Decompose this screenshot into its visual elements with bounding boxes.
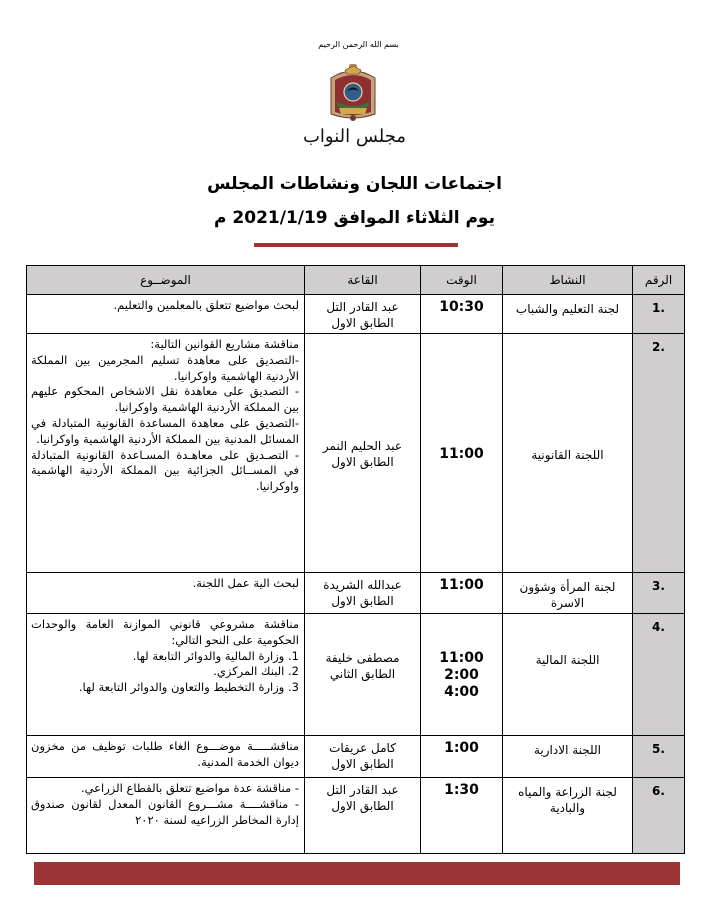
row-time	[421, 295, 503, 334]
activity-line: لجنة الزراعة والمياه	[518, 785, 617, 799]
time-line: 11:00	[439, 577, 484, 593]
hall-line: عبد القادر التل	[326, 783, 399, 797]
table-row	[27, 736, 685, 778]
time-line: 1:00	[444, 740, 479, 756]
subject-line: - مناقشــــة مشـــروع القانون المعدل لقانون صندوق إدارة المخاطر الزراعيه لسنة ٢٠٢٠	[31, 796, 299, 827]
subject-line: -التصديق على معاهدة تسليم المجرمين بين المملكة الأردنية الهاشمية واوكرانيا.	[31, 352, 299, 383]
row-hall	[305, 614, 421, 736]
row-hall	[305, 778, 421, 854]
hall-line: عبد الحليم النمر	[322, 439, 403, 453]
hall-line: الطابق الاول	[331, 594, 394, 608]
jordan-coat-of-arms-icon	[325, 62, 381, 124]
hall-line: عبد القادر التل	[326, 300, 399, 314]
institution-logotype: مجلس النواب	[302, 126, 407, 147]
activity-line: اللجنة المالية	[535, 653, 600, 667]
activity-line: الاسرة	[550, 596, 585, 610]
activity-line: اللجنة الادارية	[533, 743, 601, 757]
basmala: بسم الله الرحمن الرحيم	[318, 40, 399, 49]
activity-line: لجنة المرأة وشؤون	[519, 580, 616, 594]
table-row	[27, 573, 685, 614]
row-time	[421, 573, 503, 614]
subject-line: لبحث مواضيع تتعلق بالمعلمين والتعليم.	[113, 298, 299, 312]
time-line: 10:30	[439, 299, 484, 315]
subject-line: 2. البنك المركزي.	[213, 664, 299, 679]
subject-line: مناقشة مشاريع القوانين التالية:	[150, 337, 299, 351]
row-number: .2	[633, 334, 685, 573]
row-activity	[503, 573, 633, 614]
row-number: .6	[633, 778, 685, 854]
subject-line: 1. وزارة المالية والدوائر التابعة لها.	[132, 648, 299, 663]
column-header-hall: القاعة	[305, 266, 421, 295]
time-line: 1:30	[444, 782, 479, 798]
page-title: اجتماعات اللجان ونشاطات المجلس	[207, 174, 502, 194]
schedule-table	[26, 265, 685, 854]
row-number: .1	[633, 295, 685, 334]
row-activity	[503, 736, 633, 778]
subject-line: 3. وزارة التخطيط والتعاون والدوائر التابعة لها.	[78, 680, 299, 695]
hall-line: الطابق الاول	[331, 799, 394, 813]
row-subject	[27, 334, 305, 573]
hall-line: مصطفى خليفة	[325, 651, 400, 665]
row-hall	[305, 736, 421, 778]
row-time	[421, 778, 503, 854]
activity-line: والبادية	[549, 801, 586, 815]
table-header-row	[27, 266, 685, 295]
title-divider	[254, 243, 458, 247]
hall-line: كامل عريقات	[329, 741, 396, 755]
subject-line: مناقشة مشروعي قانوني الموازنة العامة والوحدات الحكومية على النحو التالي:	[31, 617, 299, 647]
row-time	[421, 614, 503, 736]
table-row	[27, 334, 685, 573]
subject-line: - التصديق على معاهدة نقل الاشخاص المحكوم عليهم بين المملكة الأردنية الهاشمية واوكرانيا.	[31, 384, 299, 415]
time-line: 11:00	[439, 650, 484, 666]
column-header-subject: الموضــوع	[27, 266, 305, 295]
time-line: 2:00	[444, 667, 479, 683]
time-line: 4:00	[444, 684, 479, 700]
footer-bar	[34, 862, 680, 885]
subject-line: - مناقشة عدة مواضيع تتعلق بالقطاع الزراعي.	[80, 781, 299, 795]
row-subject	[27, 614, 305, 736]
row-number: .3	[633, 573, 685, 614]
hall-line: الطابق الاول	[331, 316, 394, 330]
row-time	[421, 736, 503, 778]
subject-line: - التصـديق على معاهـدة المسـاعدة القانونية المتبادلة في المســائل الجزائية بين المملكة الأردنية الهاشمية واوكرانيا.	[31, 447, 299, 494]
subject-line: مناقشـــــة موضـــوع الغاء طلبات توظيف من مخزون ديوان الخدمة المدنية.	[31, 739, 299, 769]
subject-line: -التصديق على معاهدة المساعدة القانونية المتبادلة في المسائل المدنية بين المملكة الأردنية الهاشمية واوكرانيا.	[31, 415, 299, 446]
column-header-activity: النشاط	[503, 266, 633, 295]
hall-line: الطابق الثاني	[329, 667, 396, 681]
table-row	[27, 295, 685, 334]
row-time	[421, 334, 503, 573]
hall-line: الطابق الاول	[331, 757, 394, 771]
row-activity	[503, 778, 633, 854]
column-header-number: الرقم	[633, 266, 685, 295]
activity-line: لجنة التعليم والشباب	[515, 302, 620, 316]
row-activity	[503, 295, 633, 334]
time-line: 11:00	[439, 445, 484, 462]
hall-line: عبدالله الشريدة	[323, 578, 402, 592]
row-subject	[27, 736, 305, 778]
row-subject	[27, 573, 305, 614]
row-hall	[305, 295, 421, 334]
table-row	[27, 778, 685, 854]
row-hall	[305, 334, 421, 573]
column-header-time: الوقت	[421, 266, 503, 295]
row-subject	[27, 778, 305, 854]
row-activity	[503, 614, 633, 736]
table-row	[27, 614, 685, 736]
activity-line: اللجنة القانونية	[531, 448, 604, 462]
subject-line: لبحث الية عمل اللجنة.	[192, 576, 299, 590]
row-activity	[503, 334, 633, 573]
row-number: .4	[633, 614, 685, 736]
hall-line: الطابق الاول	[331, 455, 394, 469]
row-hall	[305, 573, 421, 614]
date-line: يوم الثلاثاء الموافق 2021/1/19 م	[214, 208, 495, 228]
row-subject	[27, 295, 305, 334]
row-number: .5	[633, 736, 685, 778]
